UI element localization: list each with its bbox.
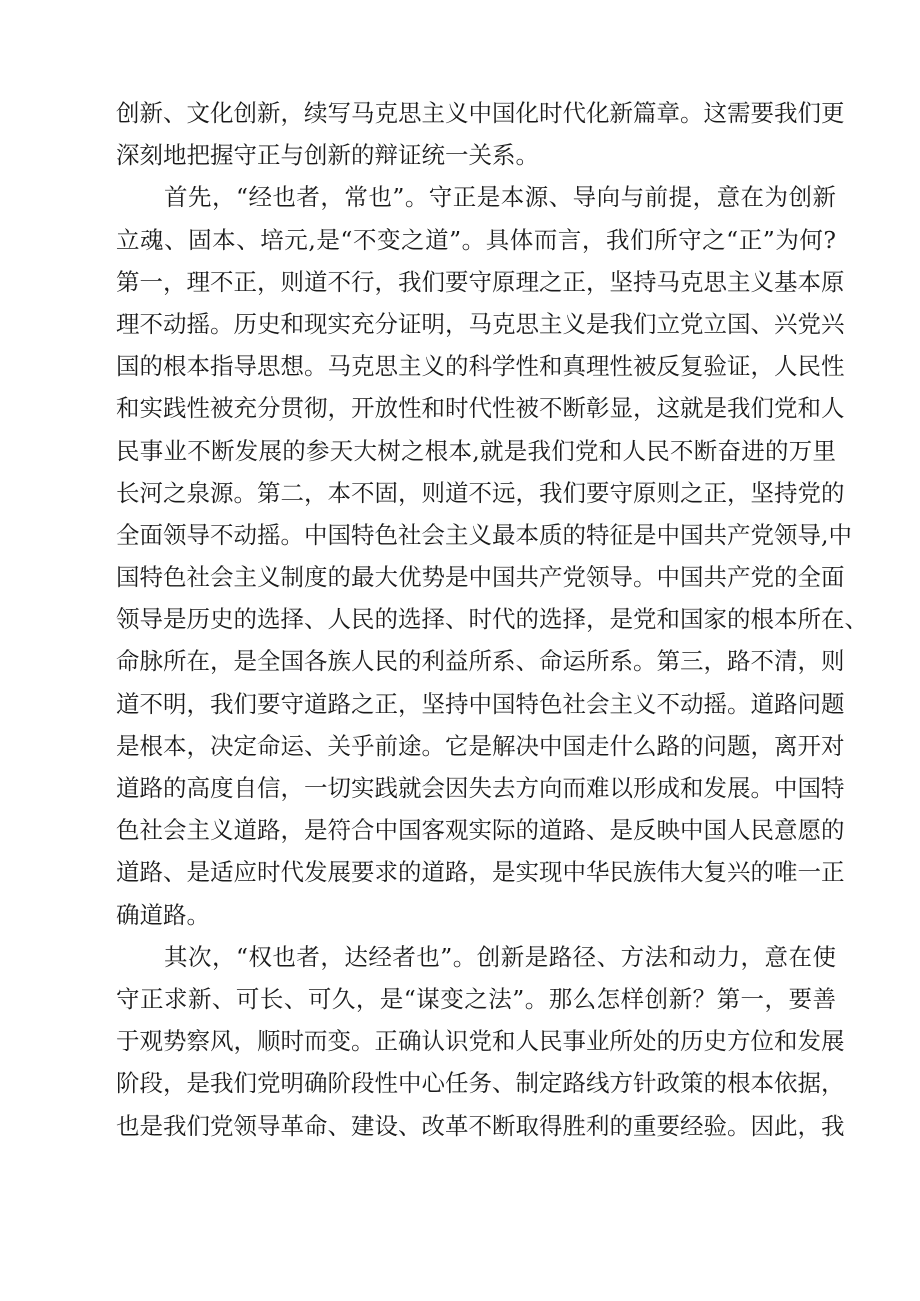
text-line: 也是我们党领导革命、建设、改革不断取得胜利的重要经验。因此，我	[116, 1111, 845, 1140]
text-line: 和实践性被充分贯彻，开放性和时代性被不断彰显，这就是我们党和人	[116, 394, 845, 423]
text-line: 国的根本指导思想。马克思主义的科学性和真理性被反复验证，人民性	[116, 352, 845, 381]
text-line: 色社会主义道路，是符合中国客观实际的道路、是反映中国人民意愿的	[116, 816, 845, 845]
text-line: 道路的高度自信，一切实践就会因失去方向而难以形成和发展。中国特	[116, 774, 845, 802]
text-line: 命脉所在，是全国各族人民的利益所系、命运所系。第三，路不清，则	[116, 647, 845, 676]
document-body	[116, 92, 868, 1147]
text-line: 确道路。	[116, 900, 210, 929]
text-line: 长河之泉源。第二，本不固，则道不远，我们要守原则之正，坚持党的	[116, 478, 845, 507]
text-line: 民事业不断发展的参天大树之根本,就是我们党和人民不断奋进的万里	[116, 436, 836, 465]
text-line: 全面领导不动摇。中国特色社会主义最本质的特征是中国共产党领导,中	[116, 520, 852, 549]
text-line: 领导是历史的选择、人民的选择、时代的选择，是党和国家的根本所在、	[116, 605, 868, 634]
paragraph-2	[116, 176, 868, 935]
text-line: 守正求新、可长、可久，是“谋变之法”。那么怎样创新？第一，要善	[116, 984, 836, 1013]
text-line: 第一，理不正，则道不行，我们要守原理之正，坚持马克思主义基本原	[116, 267, 845, 296]
text-line: 首先，“经也者，常也”。守正是本源、导向与前提，意在为创新	[164, 183, 836, 212]
text-line: 道不明，我们要守道路之正，坚持中国特色社会主义不动摇。道路问题	[116, 689, 845, 718]
text-line: 其次，“权也者，达经者也”。创新是路径、方法和动力，意在使	[164, 942, 836, 971]
paragraph-3	[116, 936, 845, 1147]
text-line: 深刻地把握守正与创新的辩证统一关系。	[116, 141, 539, 170]
text-line: 立魂、固本、培元,是“不变之道”。具体而言，我们所守之“正”为何?	[116, 225, 836, 254]
text-line: 是根本，决定命运、关乎前途。它是解决中国走什么路的问题，离开对	[116, 731, 845, 760]
text-line: 于观势察风，顺时而变。正确认识党和人民事业所处的历史方位和发展	[116, 1027, 845, 1056]
text-line: 理不动摇。历史和现实充分证明，马克思主义是我们立党立国、兴党兴	[116, 309, 845, 338]
paragraph-1	[116, 92, 845, 176]
text-line: 道路、是适应时代发展要求的道路，是实现中华民族伟大复兴的唯一正	[116, 858, 845, 887]
text-line: 创新、文化创新，续写马克思主义中国化时代化新篇章。这需要我们更	[116, 99, 845, 127]
text-line: 国特色社会主义制度的最大优势是中国共产党领导。中国共产党的全面	[116, 563, 845, 592]
text-line: 阶段，是我们党明确阶段性中心任务、制定路线方针政策的根本依据，	[116, 1069, 845, 1098]
